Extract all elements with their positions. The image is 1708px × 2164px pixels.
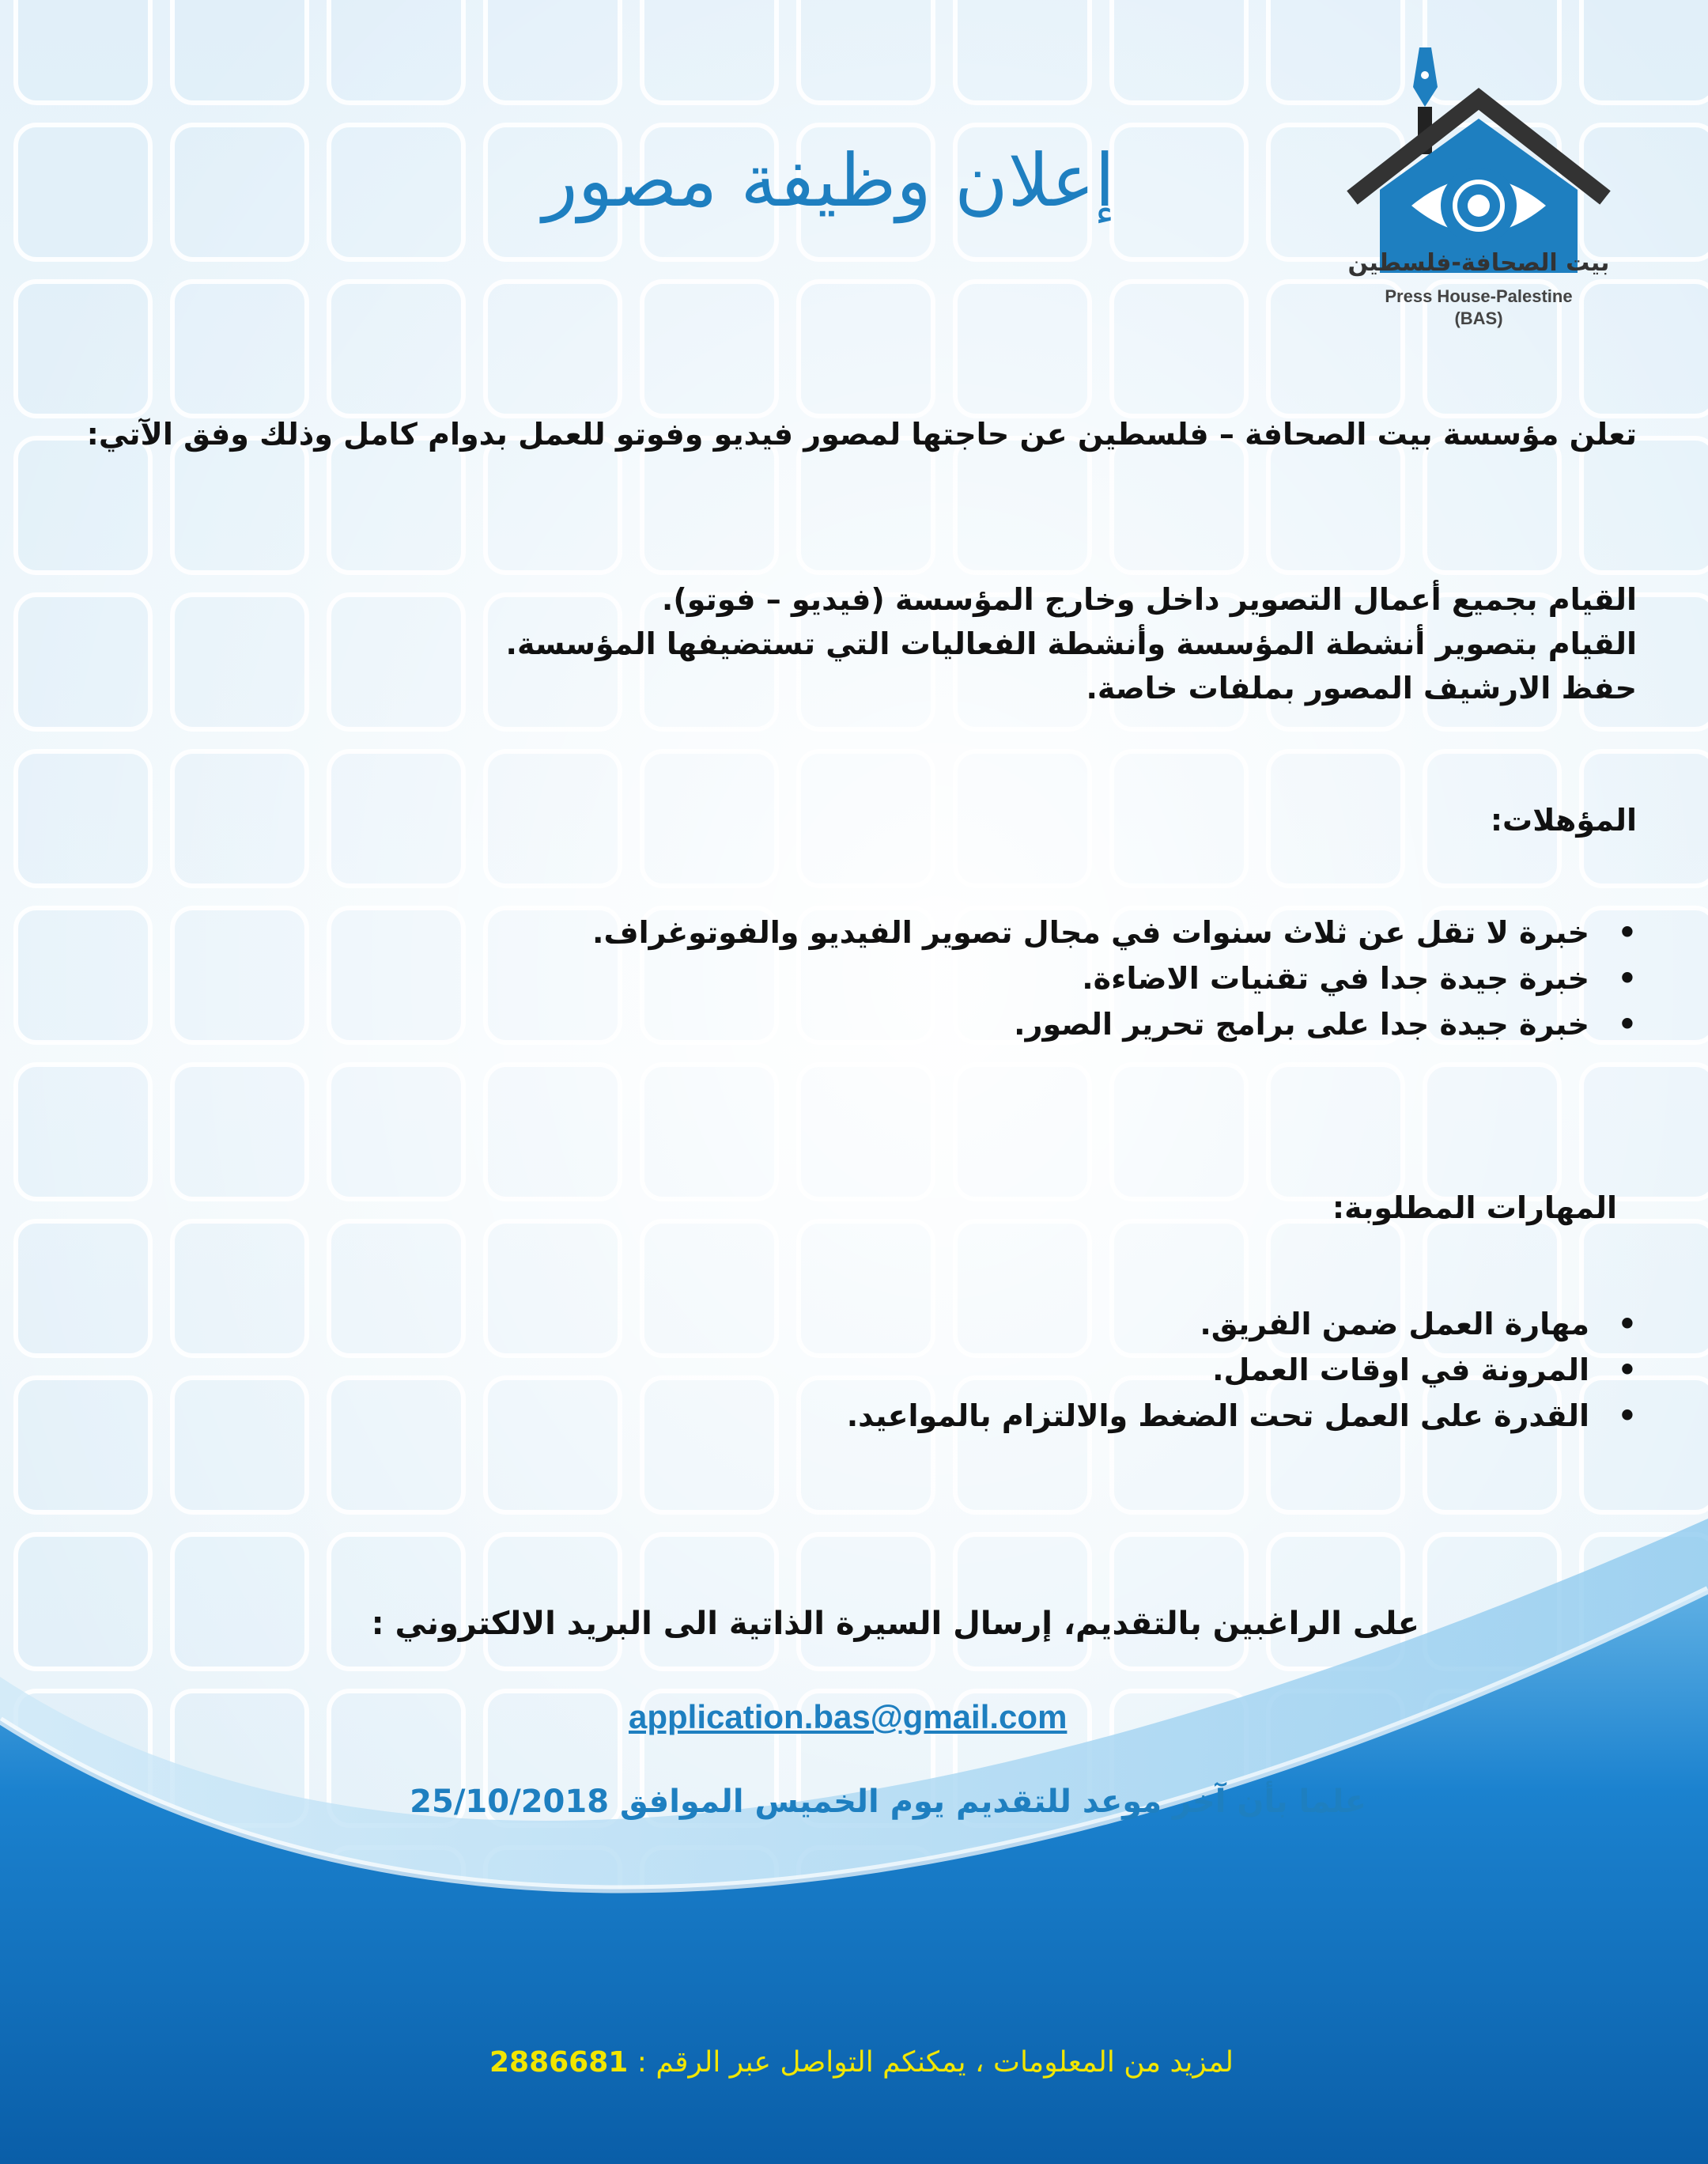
- contact-line: [489, 2046, 1234, 2079]
- apply-instructions: على الراغبين بالتقديم، إرسال السيرة الذاتية الى البريد الالكتروني :: [371, 1606, 1419, 1642]
- duty-line: القيام بتصوير أنشطة المؤسسة وأنشطة الفعاليات التي تستضيفها المؤسسة.: [505, 626, 1637, 661]
- list-item: • مهارة العمل ضمن الفريق.: [847, 1301, 1637, 1347]
- logo-name-ar: بيت الصحافة-فلسطين: [1347, 249, 1610, 277]
- duty-line: القيام بجميع أعمال التصوير داخل وخارج المؤسسة (فيديو – فوتو).: [661, 582, 1637, 617]
- intro-paragraph: تعلن مؤسسة بيت الصحافة – فلسطين عن حاجتها لمصور فيديو وفوتو للعمل بدوام كامل وذلك وفق الآتي:: [86, 417, 1637, 452]
- qualifications-list: [592, 910, 1637, 1047]
- duty-line: حفظ الارشيف المصور بملفات خاصة.: [1086, 671, 1637, 706]
- qualifications-heading: المؤهلات:: [1490, 803, 1637, 838]
- list-item: • خبرة جيدة جدا على برامج تحرير الصور.: [592, 1001, 1637, 1047]
- skills-heading: المهارات المطلوبة:: [1332, 1190, 1617, 1225]
- list-item: • خبرة جيدة جدا في تقنيات الاضاءة.: [592, 955, 1637, 1001]
- email-link[interactable]: application.bas@gmail.com: [629, 1698, 1068, 1735]
- logo-abbr: (BAS): [1454, 308, 1503, 328]
- deadline-note: علما بأن آخر موعد للتقديم يوم الخميس الموافق 25/10/2018: [410, 1784, 1366, 1820]
- bullet-icon: •: [1617, 961, 1637, 996]
- contact-text: لمزيد من المعلومات ، يمكنكم التواصل عبر الرقم :: [628, 2046, 1234, 2079]
- page-title: إعلان وظيفة مصور: [542, 138, 1115, 223]
- list-item: • المرونة في اوقات العمل.: [847, 1347, 1637, 1393]
- bullet-icon: •: [1617, 1398, 1637, 1433]
- bullet-icon: •: [1617, 1007, 1637, 1042]
- duties-list: [63, 577, 1637, 710]
- list-item: • القدرة على العمل تحت الضغط والالتزام بالمواعيد.: [847, 1393, 1637, 1439]
- logo-name-en: Press House-Palestine: [1385, 286, 1573, 306]
- bullet-icon: •: [1617, 915, 1637, 950]
- skills-list: [847, 1301, 1637, 1439]
- bullet-icon: •: [1617, 1307, 1637, 1341]
- contact-number: 2886681: [489, 2046, 629, 2079]
- bullet-icon: •: [1617, 1352, 1637, 1387]
- list-item: • خبرة لا تقل عن ثلاث سنوات في مجال تصوير الفيديو والفوتوغراف.: [592, 910, 1637, 955]
